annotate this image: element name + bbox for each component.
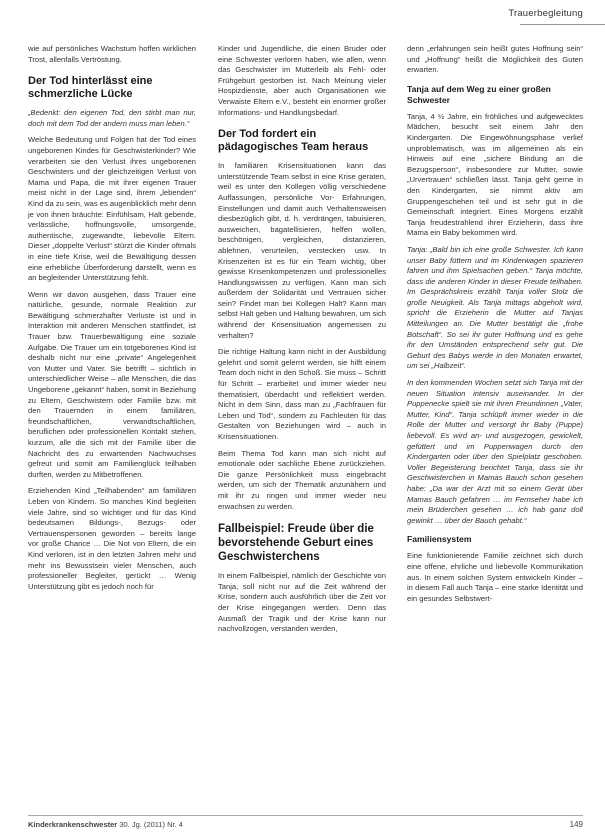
subsection-heading: Tanja auf dem Weg zu einer großen Schwester bbox=[407, 83, 551, 105]
paragraph-intro: denn „erfahrungen sein heißt gutes Hoffnung sein“ und „Hoffnung“ heißt die Möglichkeit des Guten erwarten. bbox=[407, 44, 583, 75]
quote: „Bedenkt: den eigenen Tod, den stirbt man nur, doch mit dem Tod der andern muss man leben.“ bbox=[28, 108, 196, 128]
section-heading: Der Tod fordert ein pädagogisches Team heraus bbox=[218, 128, 369, 154]
column-2 bbox=[218, 44, 386, 641]
paragraph: Eine funktionierende Familie zeichnet sich durch eine offene, ehrliche und liebevolle Kommunikation aus. In einem solchen System entwickeln Kinder – in diesem Fall auch Tanja – eine starke Identität und ein gesundes Selbstwert- bbox=[407, 551, 583, 603]
page-number: 149 bbox=[569, 820, 583, 829]
paragraph-intro: wie auf persönliches Wachstum hoffen wirklichen Trost, allenfalls Vertröstung. bbox=[28, 44, 196, 64]
footer-rule bbox=[28, 815, 583, 816]
issue-info: 30. Jg. (2011) Nr. 4 bbox=[119, 820, 183, 829]
paragraph: Die richtige Haltung kann nicht in der Ausbildung gelehrt und somit gelernt werden, sie hilft einem Team doch nicht in den Schoß. Sie muss – Schritt für Schritt – erarbeitet und immer wieder neu thematisiert, überdacht und reflektiert werden. Nicht in dem Sinn, dass man zu „Fachfrauen für Leben und Tod“, sondern zu Fachleuten für das Gestalten von Beziehungen wird – auch in Krisensituationen. bbox=[218, 347, 386, 441]
section-heading: Fallbeispiel: Freude über die bevorstehende Geburt eines Geschwisterchens bbox=[218, 523, 374, 564]
paragraph: Beim Thema Tod kann man sich nicht auf emotionale oder sachliche Ebene zurückziehen. Die ganze Persönlichkeit muss eingebracht werden, um sich der Thematik anzunähern und mit ihr zu ringen und immer wieder neu erwachsen zu werden. bbox=[218, 448, 386, 511]
header-rule bbox=[520, 24, 605, 25]
footer-citation bbox=[28, 820, 183, 829]
running-head: Trauerbegleitung bbox=[508, 8, 583, 19]
section-heading: Der Tod hinterlässt eine schmerzliche Lücke bbox=[28, 75, 153, 101]
paragraph: Wenn wir davon ausgehen, dass Trauer eine natürliche, gesunde, normale Reaktion zur Bewältigung schmerzhafter Verluste ist und in Interaktion mit anderen Menschen stattfindet, ist Trauer bzw. Trauerbewältigung eine soziale Aufgabe. Die Trauer um ein totgeborenes Kind ist deshalb nicht nur eine „private“ Angelegenheit von Mutter und Vater. Sie betrifft – sichtlich in unterschiedlicher Weise – alle Menschen, die das Ungeborene „gekannt“ haben, somit in Beziehung zu Eltern, Geschwistern oder Familie bzw. mit den Trauernden in einem familiären, freundschaftlichen, verwandtschaftlichen, beruflichen oder professionellen Kontakt stehen, kurzum, alle die sich mit der Familie über die Nachricht des zu erwartenden Nachwuchses gefreut und somit am Familienglück teilhaben durften, werden zu Mitbetroffenen. bbox=[28, 289, 196, 479]
paragraph: Welche Bedeutung und Folgen hat der Tod eines ungeborenen Kindes für Geschwisterkinder? Wie verarbeiten sie den Verlust ihres ungeborenen Geschwisters und der gleichzeitigen Verlust von Mama und Papa, die mit ihrer eigenen Trauer meist nicht in der Lage sind, ihrem „lebenden“ Kind da zu sein, was es augenblicklich mehr denn je von ihnen bräuchte: Einfühlsam, Halt gebende, verlässliche, hoffnungsvolle, umsorgende, authentische, zugewandte, liebevolle Eltern. Dieser „doppelte Verlust“ stürzt die Kinder oftmals in eine tiefe Krise, weil die Bewältigung dessen eine erhebliche Überforderung darstellt, wenn es an begleitender Unterstützung fehlt. bbox=[28, 135, 197, 283]
page-header bbox=[0, 0, 605, 30]
paragraph: Erziehenden Kind „Teilhabenden“ am familiären Leben von Kindern. So manches Kind begleiten viele Jahre, sind so wichtiger und für das Kind bedeutsamen Bildungs-, Bezugs- oder Vertrauenspersonen geworden – bereits lange vor große Chance … Die Not von Eltern, die ein Kind verloren, ist in den letzten Jahren mehr und mehr ins Bewusstsein vieler Menschen, auch professioneller Begleiter, gerückt … Wenig Unterstützung gibt es jedoch noch für bbox=[28, 486, 196, 591]
quote: Tanja: „Bald bin ich eine große Schwester. Ich kann unser Baby füttern und im Kinderwagen spazieren fahren und ihm Spielsachen geben.“ Tanja möchte, dass die anderen Kinder in dieser Freude teilhaben. Im Gesprächskreis erzählt Tanja voller Stolz die große Neuigkeit. Als Tanja mittags abgeholt wird, spricht die Erzieherin die Mutter auf Tanjas Mitteilungen an. Die Mutter bestätigt die „frohe Botschaft“. So sei ihr guter Hoffnung und es gehe ihr den Umständen entsprechend sehr gut. Die Geburt des Babys werde in den Monaten erwartet, um sei „Halbzeit“. bbox=[407, 244, 583, 371]
paragraph: In einem Fallbeispiel, nämlich der Geschichte von Tanja, soll nicht nur auf die Zeit während der Krise, sondern auch ausführlich über die Zeit vor der Krise eingegangen werden. Denn das Ausmaß der Tragik und der Krise kann nur nachvollzogen, verstanden werden, bbox=[218, 571, 386, 634]
column-3 bbox=[407, 44, 583, 610]
paragraph: Tanja, 4 ½ Jahre, ein fröhliches und aufgewecktes Mädchen, besucht seit einem Jahr den Kindergarten. Die Eingewöhnungsphase verlief unproblematisch, was im allgemeinen als ein Hinweis auf eine „sichere Bindung an die Bezugsperson“, insbesondere zur Mutter, sowie „Urvertrauen“ schließen lässt. Tanja geht gerne in den Kindergarten, sie nimmt aktiv am Gruppengeschehen teil und ist sehr gut in die Gemeinschaft integriert. Eines Morgens erzählt Tanja freudestrahlend ihrer Erzieherin, dass ihre Mama ein Baby bekommen wird. bbox=[407, 111, 583, 238]
paragraph: Kinder und Jugendliche, die einen Bruder oder eine Schwester verloren haben, wie allen, wenn das Geschwister im Mutterleib als Fehl- oder Frühgeburt gestorben ist. Nach Meinung vieler Hospizdienste, aber auch Organisationen wie Verwaiste Eltern e.V., besteht ein enormer großer Informations- und Handlungsbedarf. bbox=[218, 44, 386, 117]
paragraph: In familiären Krisensituationen kann das unterstützende Team selbst in eine Krise geraten, weil es unter den Kollegen völlig verschiedene Auffassungen, persönliche Vor- Erfahrungen, Einstellungen und damit auch Verhaltensweisen diesbezüglich gibt, d. h. verdrängen, tabuisieren, ausweichen, bagatellisieren, helfen wollen, beschönigen, vergleichen, distanzieren, ablehnen, verurteilen, verstecken usw. In Krisenzeiten ist es für ein Team wichtig, über gewisse Krisenkompetenzen und professionelles Handlungswissen zu verfügen. Kann man sich außerdem der Solidarität und Vertrauen sicher sein? Findet man bei Kollegen Halt? Kann man selbst Halt geben und Haltung bewahren, um sich während der Krisensituation angemessen zu verhalten? bbox=[218, 161, 386, 340]
column-1 bbox=[28, 44, 196, 598]
quote: In den kommenden Wochen setzt sich Tanja mit der neuen Situation intensiv auseinander. In der Puppenecke spielt sie mit ihren Freundinnen „Vater, Mutter, Kind“. Tanja schlüpft immer wieder in die Rolle der Mutter und versorgt ihr Baby (Puppe) liebevoll. Es wird an- und ausgezogen, gewickelt, gefüttert und im Puppenwagen durch den Kindergarten oder über den Spielplatz geschoben. Voller Begeisterung berichtet Tanja, dass sie ihr Geschwisterchen in Mamas Bauch schon gesehen habe: „Da war der Arzt mit so einem Gerät über Mamas Bauch gefahren … im Fernseher habe ich mein Brüderchen gesehen … ich hab ganz doll gewinkt … über der Bauch gehabt.“ bbox=[407, 378, 583, 525]
magazine-name: Kinderkrankenschwester bbox=[28, 820, 118, 829]
subsection-heading: Familiensystem bbox=[407, 534, 472, 545]
